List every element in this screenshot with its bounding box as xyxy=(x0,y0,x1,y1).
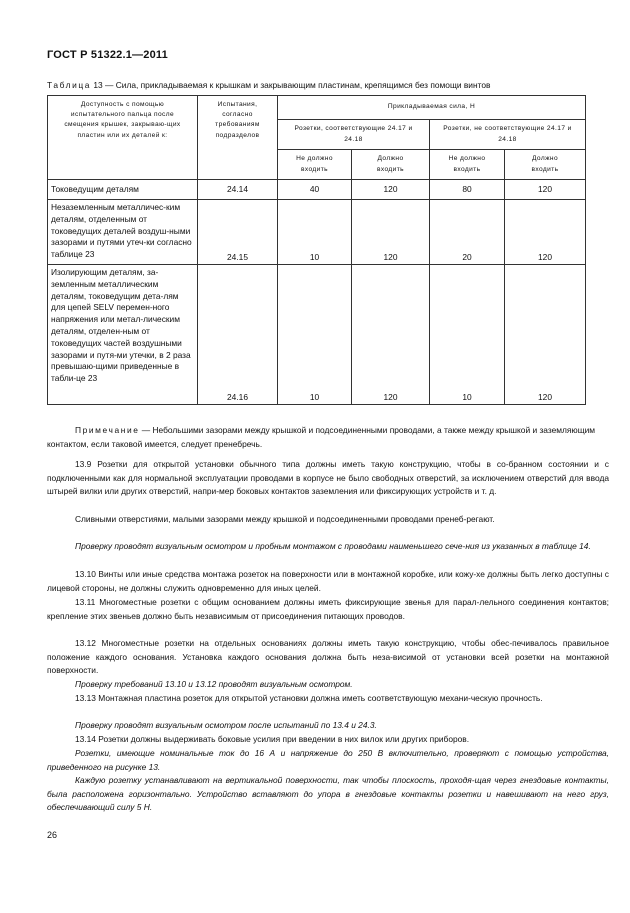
row-value: 80 xyxy=(430,180,505,200)
caption-prefix: Таблица xyxy=(47,80,92,90)
group1-header: Розетки, соответствующие 24.17 и 24.18 xyxy=(278,120,430,150)
paragraph-text: 13.12 Многоместные розетки на отдельных основаниях должны иметь такую конструкцию, чтобы обес-печивалось правильное положение каждого основания. Установка каждого основания должна быть неза-висимой от установки всей розетки на монтажной поверхности. xyxy=(47,638,609,676)
row-value: 10 xyxy=(278,200,352,265)
paragraph xyxy=(47,733,609,747)
paragraph-text: 13.14 Розетки должны выдерживать боковые усилия при введении в них вилок или других приборов. xyxy=(75,734,470,744)
row-value: 120 xyxy=(352,200,430,265)
paragraph-text: 13.11 Многоместные розетки с общим основанием должны иметь фиксирующие звенья для парал-лельного соединения контактов; крепление этих звеньев должно быть независимым от присоединения питающих проводов. xyxy=(47,597,609,621)
force-header: Прикладываемая сила, Н xyxy=(278,96,586,120)
col-accessibility-header: Доступность с помощью испытательного пальца после смещения крышек, закрываю-щих пластин или их деталей к: xyxy=(48,96,198,180)
paragraph xyxy=(47,540,609,554)
row-test: 24.14 xyxy=(198,180,278,200)
row-test: 24.15 xyxy=(198,200,278,265)
paragraph xyxy=(47,596,609,623)
sub-enter-2: Должно входить xyxy=(505,150,586,180)
row-value: 10 xyxy=(430,265,505,405)
paragraph-text: 13.9 Розетки для открытой установки обычного типа должны иметь такую конструкцию, чтобы в со-бранном состоянии и с подключенными как для нормальной эксплуатации проводами в корпусе не было свободных отверстий, за исключением отверстий для ввода штырей вилки или других отверстий, напри-мер боковых контактов заземления или фиксирующих устройств и т. д. xyxy=(47,459,609,497)
paragraph-text: 13.10 Винты или иные средства монтажа розеток на поверхности или в монтажной коробке, или кожу-хе должны быть легко доступны с лицевой стороны, не должны служить одновременно для иных целей. xyxy=(47,569,609,593)
row-value: 40 xyxy=(278,180,352,200)
paragraph-text: Каждую розетку устанавливают на вертикальной поверхности, так чтобы плоскость, проходя-щая через гнездовые контакты, была расположена горизонтально. Устройство вставляют до упора в гнездовые контакты розетки и навешивают на него груз, обеспечивающий силу 5 Н. xyxy=(47,775,609,813)
row-test: 24.16 xyxy=(198,265,278,405)
paragraph-text: Проверку требований 13.10 и 13.12 проводят визуальным осмотром. xyxy=(75,679,353,689)
row-value: 120 xyxy=(505,265,586,405)
row-value: 10 xyxy=(278,265,352,405)
paragraph xyxy=(47,568,609,595)
row-label: Токоведущим деталям xyxy=(48,180,198,200)
table-caption xyxy=(47,80,607,90)
row-value: 20 xyxy=(430,200,505,265)
col-tests-header: Испытания, согласно требованиям подразделов xyxy=(198,96,278,180)
row-value: 120 xyxy=(352,180,430,200)
page-number: 26 xyxy=(47,830,58,840)
sub-not-enter-1: Не должно входить xyxy=(278,150,352,180)
row-value: 120 xyxy=(352,265,430,405)
note-text: — Небольшими зазорами между крышкой и подсоединенными проводами, а также между крышкой и заземляющим контактом, если таковой имеется, следует пренебречь. xyxy=(47,425,596,449)
paragraph xyxy=(47,513,609,527)
paragraph xyxy=(47,458,609,499)
row-label: Изолирующим деталям, за-земленным металлическим деталям, токоведущим дета-лям для цепей SELV перемен-ного напряжения или метал-лическим деталям, отделен-ным от токоведущих частей воздушными зазорами и путя-ми утечки, в 2 раза превышаю-щими приведенные в табли-це 23 xyxy=(48,265,198,405)
paragraph xyxy=(47,719,609,733)
row-label: Незаземленным металличес-ким деталям, отделенным от токоведущих деталей воздуш-ными зазорами и путями утеч-ки согласно таблице 23 xyxy=(48,200,198,265)
row-value: 120 xyxy=(505,200,586,265)
force-table xyxy=(47,95,586,405)
caption-text: 13 — Сила, прикладываемая к крышкам и закрывающим пластинам, крепящимся без помощи винтов xyxy=(91,80,491,90)
paragraph xyxy=(47,692,609,706)
document-header: ГОСТ Р 51322.1—2011 xyxy=(47,49,168,61)
paragraph-text: Проверку проводят визуальным осмотром после испытаний по 13.4 и 24.3. xyxy=(75,720,377,730)
paragraph xyxy=(47,747,609,774)
group2-header: Розетки, не соответствующие 24.17 и 24.18 xyxy=(430,120,586,150)
paragraph-text: 13.13 Монтажная пластина розеток для открытой установки должна иметь соответствующую механи-ческую прочность. xyxy=(75,693,543,703)
note-label: Примечание xyxy=(75,425,140,435)
paragraph-text: Сливными отверстиями, малыми зазорами между крышкой и подсоединенными проводами пренеб-регают. xyxy=(75,514,495,524)
table-note xyxy=(47,424,609,451)
paragraph xyxy=(47,637,609,678)
sub-not-enter-2: Не должно входить xyxy=(430,150,505,180)
row-value: 120 xyxy=(505,180,586,200)
sub-enter-1: Должно входить xyxy=(352,150,430,180)
paragraph xyxy=(47,678,609,692)
paragraph-text: Проверку проводят визуальным осмотром и пробным монтажом с проводами наименьшего сече-ния из указанных в таблице 14. xyxy=(75,541,591,551)
paragraph-text: Розетки, имеющие номинальные ток до 16 А и напряжение до 250 В включительно, проверяют с помощью устройства, приведенного на рисунке 13. xyxy=(47,748,609,772)
paragraph xyxy=(47,774,609,815)
